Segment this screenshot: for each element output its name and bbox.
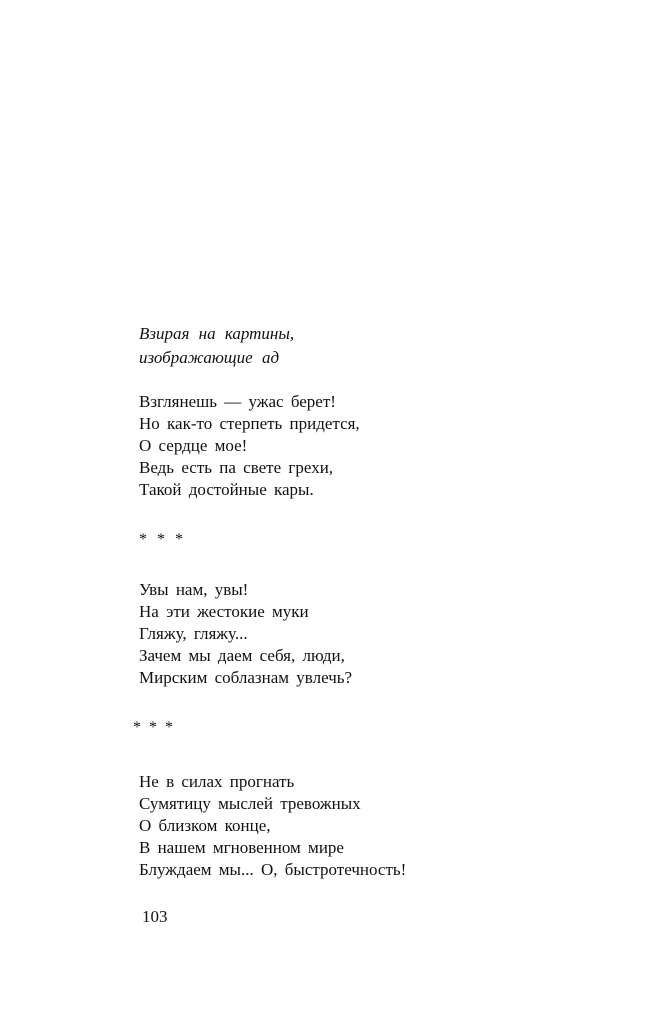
stanza-line: Не в силах прогнать: [139, 772, 295, 791]
stanza-line: Ведь есть па свете грехи,: [139, 458, 334, 477]
separator-asterisks: * * *: [139, 531, 184, 548]
stanza-line: Взглянешь — ужас берет!: [139, 392, 336, 411]
stanza-line: Сумятицу мыслей тревожных: [139, 794, 361, 813]
stanza-line: Такой достойные кары.: [139, 480, 314, 499]
stanza-line: Гляжу, гляжу...: [139, 624, 248, 643]
stanza-line: В нашем мгновенном мире: [139, 838, 344, 857]
stanza-line: На эти жестокие муки: [139, 602, 309, 621]
poem-title-line-2: изображающие ад: [139, 348, 280, 367]
stanza-2: [139, 579, 352, 689]
page-number: 103: [142, 907, 168, 926]
stanza-line: О близком конце,: [139, 816, 271, 835]
stanza-line: Блуждаем мы... О, быстротечность!: [139, 860, 407, 879]
stanza-line: Увы нам, увы!: [139, 580, 249, 599]
stanza-line: Мирским соблазнам увлечь?: [139, 668, 353, 687]
separator-asterisks: * * *: [133, 719, 174, 736]
stanza-line: Но как-то стерпеть придется,: [139, 414, 360, 433]
stanza-3: [139, 771, 406, 881]
stanza-1: [139, 391, 360, 501]
poem-title: [139, 322, 294, 370]
poem-title-line-1: Взирая на картины,: [139, 324, 295, 343]
stanza-line: О сердце мое!: [139, 436, 248, 455]
stanza-line: Зачем мы даем себя, люди,: [139, 646, 345, 665]
